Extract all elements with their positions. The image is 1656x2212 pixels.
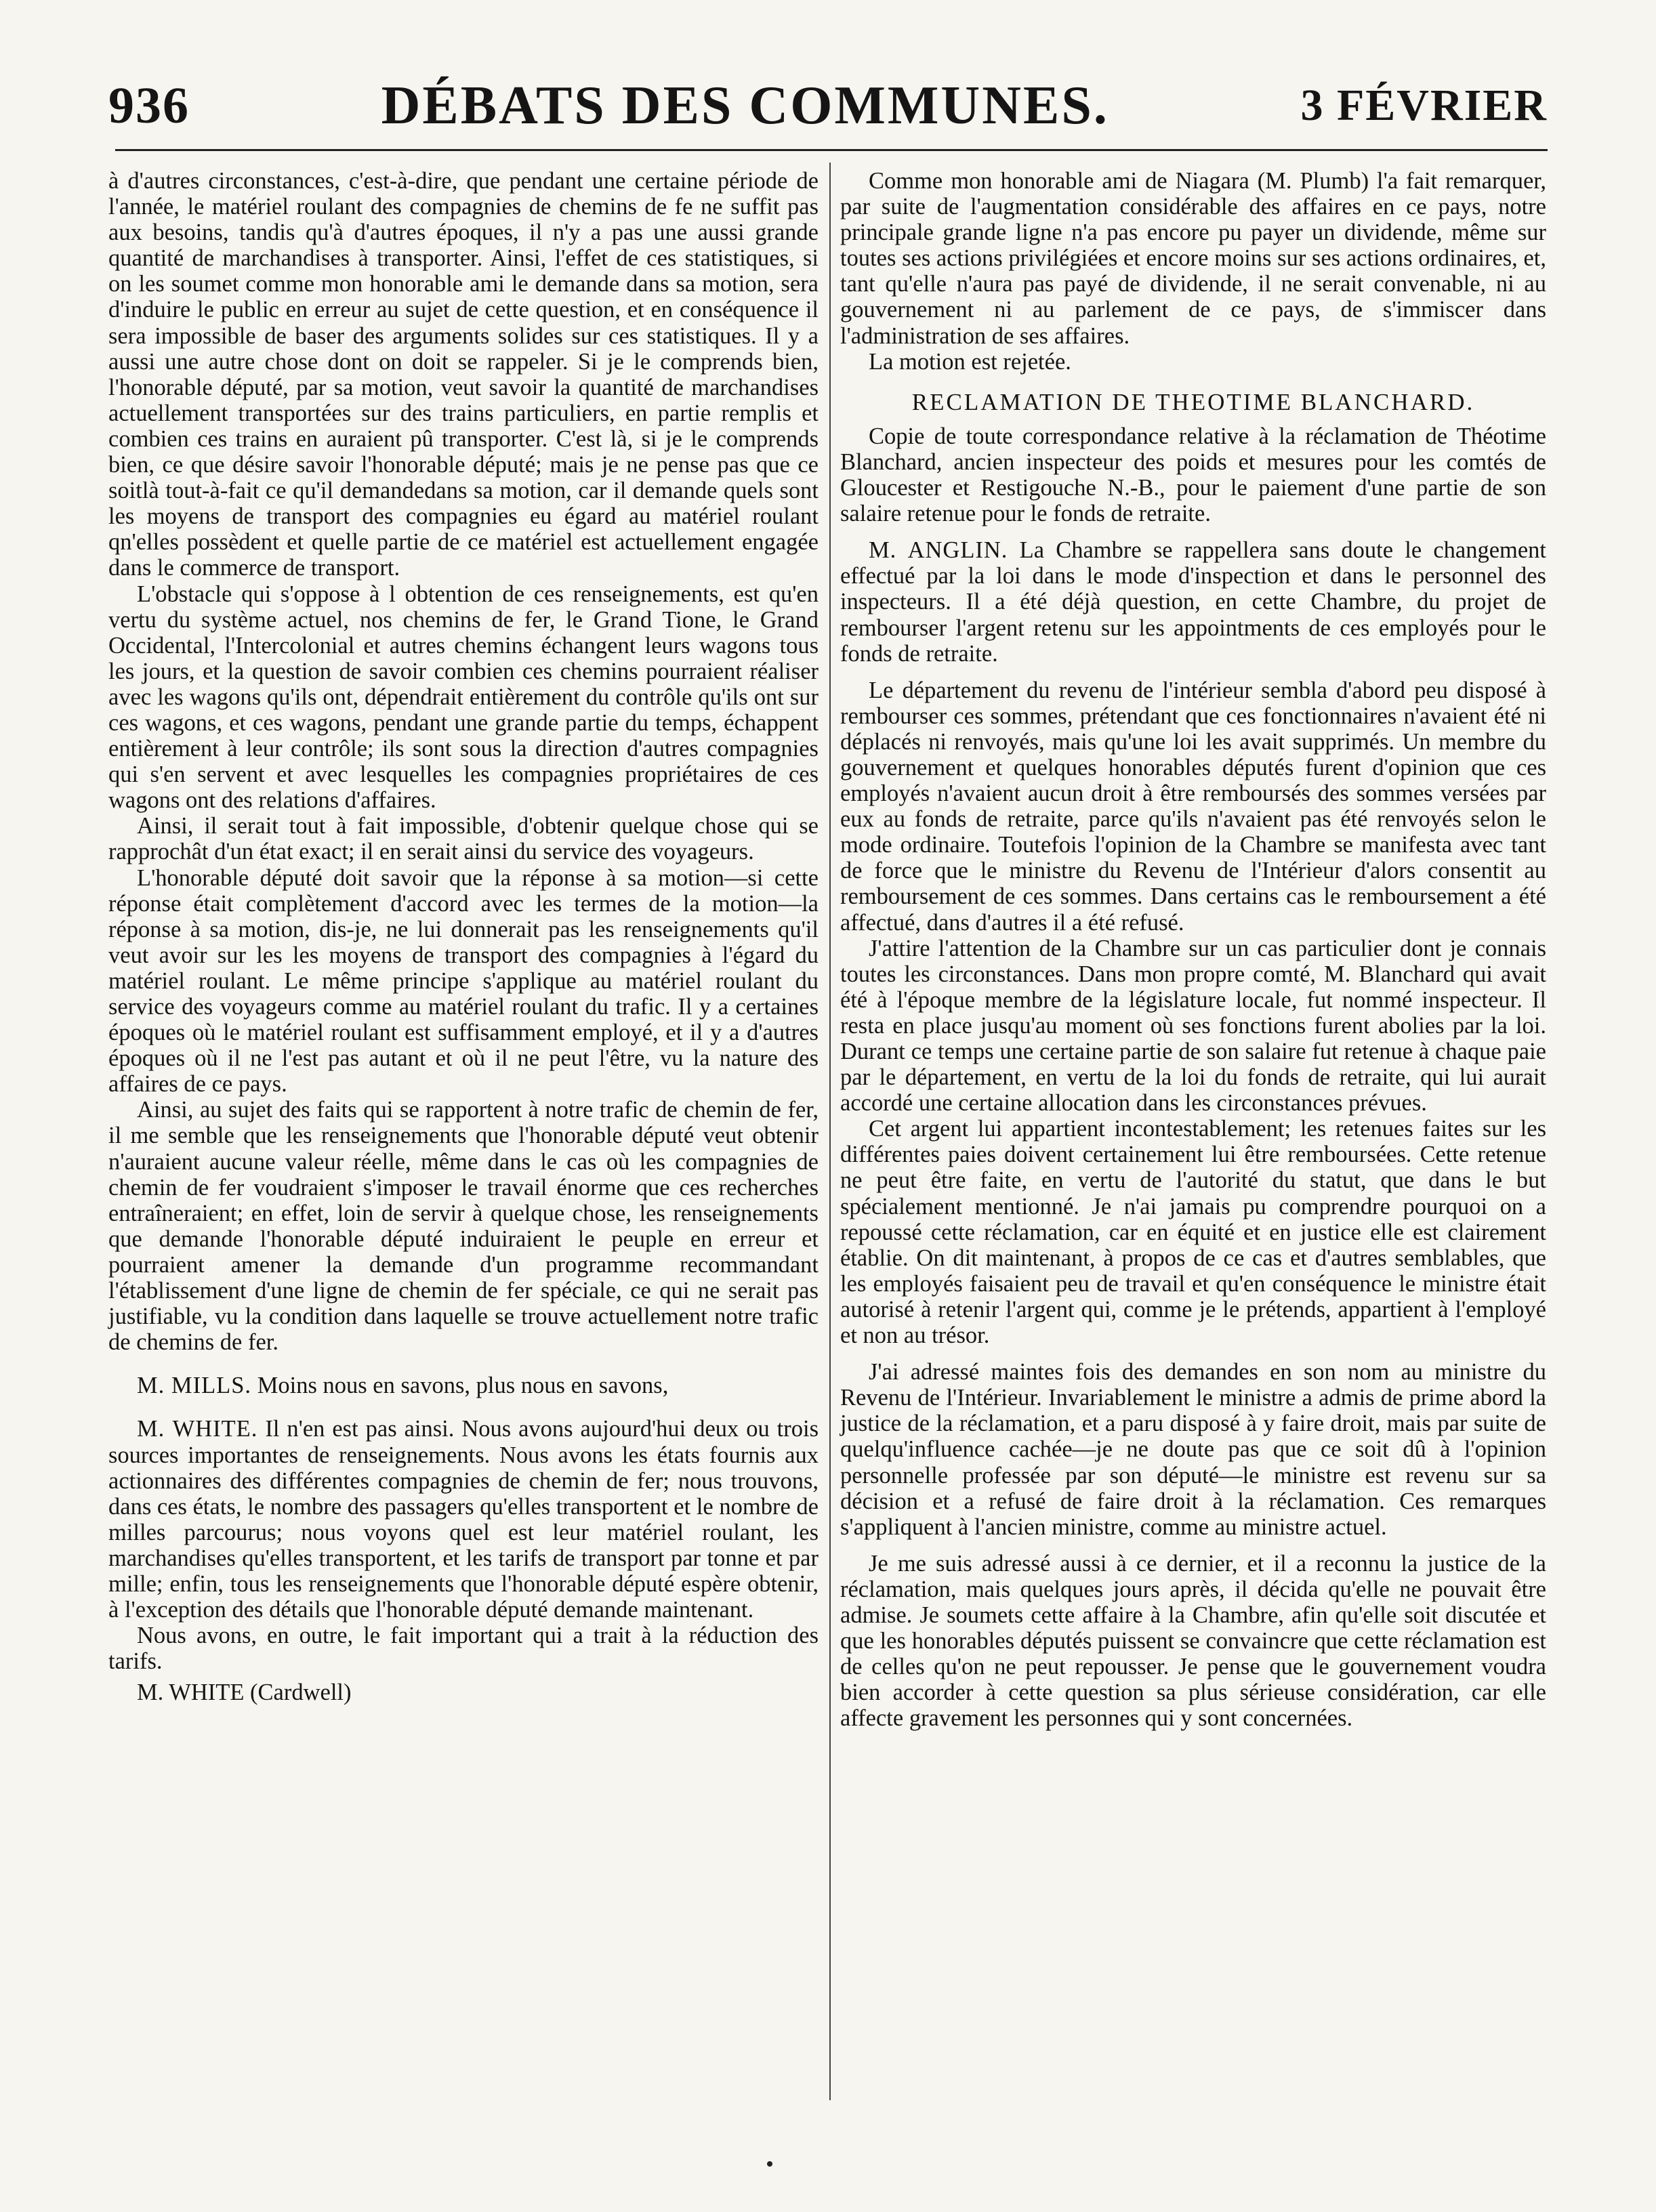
speech-text: La Chambre se rappellera sans doute le changement effectué par la loi dans le mode d'inspection et dans le personnel des inspecteurs. Il a été déjà question, en cette Chambre, du projet de rembourser l'argent retenu sur les appointments de ces employés pour le fonds de retraite. — [840, 537, 1547, 667]
speaker-name: M. ANGLIN. — [869, 537, 1008, 564]
paragraph: Ainsi, il serait tout à fait impossible, d'obtenir quelque chose qui se rapprochât d'un état exact; il en serait ainsi du service des voyageurs. — [108, 813, 819, 865]
right-column — [840, 168, 1546, 1731]
paragraph: Le département du revenu de l'intérieur sembla d'abord peu disposé à rembourser ces sommes, prétendant que ces fonctionnaires n'avaient été ni déplacés ni renvoyés, mais qu'une loi les avait supprimés. Un membre du gouvernement et quelques honorables députés furent d'opinion que ces employés n'avaient aucun droit à être remboursés des sommes versées par eux au fonds de retraite, parce qu'ils n'avaient pas été renvoyés selon le mode ordinaire. Toutefois l'opinion de la Chambre se manifesta avec tant de force que le ministre du Revenu de l'Intérieur d'alors consentit au remboursement de ces sommes. Dans certains cas le remboursement a été affectué, dans d'autres il a été refusé. — [840, 677, 1546, 936]
paragraph: L'obstacle qui s'oppose à l obtention de ces renseignements, est qu'en vertu du système actuel, nos chemins de fer, le Grand Tione, le Grand Occidental, l'Intercolonial et autres chemins échangent leurs wagons tous les jours, et la question de savoir combien ces chemins pourraient réaliser avec les wagons qu'ils ont, dépendrait entièrement du contrôle qu'ils ont sur ces wagons, et ces wagons, pendant une grande partie du temps, échappent entièrement à leur contrôle; ils sont sous la direction d'autres compagnies qui s'en servent et avec lesquelles les compagnies propriétaires de ces wagons ont des relations d'affaires. — [108, 581, 819, 814]
paragraph: Cet argent lui appartient incontestablement; les retenues faites sur les différentes paies doivent certainement lui être remboursées. Cette retenue ne peut être faite, en vertu de l'autorité du statut, que dans le but spécialement mentionné. Je n'ai jamais pu comprendre pourquoi on a repoussé cette réclamation, car en équité et en justice elle est clairement établie. On dit maintenant, à propos de ce cas et d'autres semblables, que les employés faisaient peu de travail et qu'en conséquence le ministre était autorisé à retenir l'argent qui, comme je le prétends, appartient à l'employé et non au trésor. — [840, 1116, 1546, 1349]
header-date: 3 FÉVRIER — [1300, 81, 1548, 130]
section-heading: RECLAMATION DE THEOTIME BLANCHARD. — [911, 388, 1475, 415]
paragraph: à d'autres circonstances, c'est-à-dire, que pendant une certaine période de l'année, le matériel roulant des compagnies de chemins de fe ne suffit pas aux besoins, tandis qu'à d'autres époques, il n'y a pas une aussi grande quantité de marchandises à transporter. Ainsi, l'effet de ces statistiques, si on les soumet comme mon honorable ami le demande dans sa motion, sera d'induire le public en erreur au sujet de cette question, et en conséquence il sera impossible de baser des arguments solides sur ces statistiques. Il y a aussi une autre chose dont on doit se rappeler. Si je le comprends bien, l'honorable député, par sa motion, veut savoir la quantité de marchandises actuellement transportées sur des trains particuliers, en partie remplis et combien ces trains en auraient pû transporter. C'est là, si je le comprends bien, ce que désire savoir l'honorable député; mais je ne pense pas que ce soitlà tout-à-fait ce qu'il demandedans sa motion, car il demande quels sont les moyens de transport des compagnies eu égard au matériel roulant qn'elles possèdent et quelle partie de ce matériel est actuellement engagée dans le commerce de transport. — [108, 168, 819, 581]
speech-white — [108, 1416, 819, 1623]
speech-mills — [108, 1373, 819, 1398]
paragraph: Je me suis adressé aussi à ce dernier, et il a reconnu la justice de la réclamation, mais quelques jours après, il décida qu'elle ne pouvait être admise. Je soumets cette affaire à la Chambre, afin qu'elle soit discutée et que les honorables députés puissent se convaincre que cette réclamation est de celles qu'on ne peut repousser. Je pense que le gouvernement voudra bien accorder à cette question sa plus sérieuse considération, car elle affecte gravement les personnes qui y sont concernées. — [840, 1550, 1546, 1732]
header-rule — [115, 149, 1548, 151]
running-title: DÉBATS DES COMMUNES. — [381, 75, 1109, 135]
paragraph: Ainsi, au sujet des faits qui se rapportent à notre trafic de chemin de fer, il me semble que les renseignements que l'honorable député veut obtenir n'auraient aucune valeur réelle, même dans le cas où les compagnies de chemin de fer voudraient s'imposer le travail énorme que ces recherches entraîneraient; en effet, loin de servir à quelque chose, les renseignements que demande l'honorable député induiraient le peuple en erreur et pourraient amener la demande d'un programme recommandant l'établissement d'une ligne de chemin de fer spéciale, ce qui ne serait pas justifiable, vu la condition dans laquelle se trouve actuellement notre trafic de chemins de fer. — [108, 1097, 819, 1356]
paragraph: L'honorable député doit savoir que la réponse à sa motion—si cette réponse était complètement d'accord avec les termes de la motion—la réponse à sa motion, dis-je, ne lui donnerait pas les renseignements qu'il veut avoir sur les les moyens de transport des compagnies à l'égard du matériel roulant. Le même principe s'applique au matériel roulant du service des voyageurs comme au matériel roulant du trafic. Il y a certaines époques où le matériel roulant est suffisamment employé, et il y a d'autres époques où il ne l'est pas autant et où il ne peut l'être, vu la nature des affaires de ce pays. — [108, 864, 819, 1098]
motion-result: La motion est rejetée. — [869, 348, 1071, 375]
speech-anglin — [840, 537, 1546, 666]
speech-text: Il n'en est pas ainsi. Nous avons aujourd'hui deux ou trois sources importantes de renseignements. Nous avons les états fournis aux actionnaires des différentes compagnies de chemin de fer; nous trouvons, dans ces états, le nombre des passagers qu'elles transportent et le nombre de milles parcourus; nous voyons quel est leur matériel roulant, les marchandises qu'elles transportent, et les tarifs de transport par tonne et par mille; enfin, tous les renseignements que l'honorable député espère obtenir, à l'exception des détails que l'honorable député demande maintenant. — [108, 1416, 819, 1623]
paragraph: Nous avons, en outre, le fait important qui a trait à la réduction des tarifs. — [108, 1623, 819, 1675]
paragraph: Comme mon honorable ami de Niagara (M. Plumb) l'a fait remarquer, par suite de l'augmentation considérable des affaires en ce pays, notre principale grande ligne n'a pas encore pu payer un dividende, même sur toutes ses actions privilégiées et encore moins sur ses actions ordinaires, et, tant qu'elle n'aura pas payé de dividende, il ne serait convenable, ni au gouvernement ni au parlement de ce pays, de s'immiscer dans l'administration de ses affaires. — [840, 168, 1546, 349]
speaker-name: M. WHITE. — [137, 1416, 258, 1442]
print-mark — [767, 2161, 772, 2167]
column-divider — [829, 163, 831, 2100]
paragraph: J'attire l'attention de la Chambre sur un cas particulier dont je connais toutes les circonstances. Dans mon propre comté, M. Blanchard qui avait été à l'époque membre de la législature locale, fut nommé inspecteur. Il resta en place jusqu'au moment où ses fonctions furent abolies par la loi. Durant ce temps une certaine partie de son salaire fut retenue à chaque paie par le département, en vertu de la loi du fonds de retraite, qui lui aurait accordé une certaine allocation dans les circonstances prévues. — [840, 935, 1546, 1117]
speaker-name: M. MILLS. — [137, 1373, 252, 1399]
page-number: 936 — [108, 77, 190, 134]
paragraph: Copie de toute correspondance relative à la réclamation de Théotime Blanchard, ancien inspecteur des poids et mesures pour les comtés de Gloucester et Restigouche N.-B., pour le paiement d'une partie de son salaire retenue pour le fonds de retraite. — [840, 423, 1546, 527]
page-header — [108, 72, 1548, 140]
left-column — [108, 168, 819, 1705]
continued-speaker: M. WHITE (Cardwell) — [137, 1679, 352, 1706]
paragraph: J'ai adressé maintes fois des demandes en son nom au ministre du Revenu de l'Intérieur. Invariablement le ministre a admis de prime abord la justice de la réclamation, et a paru disposé à y faire droit, mais par suite de quelqu'influence cachée—je ne doute pas que ce soit dû à l'opinion personnelle professée par son député—le ministre est revenu sur sa décision et a refusé de faire droit à la réclamation. Ces remarques s'appliquent à l'ancien ministre, comme au ministre actuel. — [840, 1359, 1546, 1540]
speech-text: Moins nous en savons, plus nous en savons, — [257, 1373, 669, 1399]
